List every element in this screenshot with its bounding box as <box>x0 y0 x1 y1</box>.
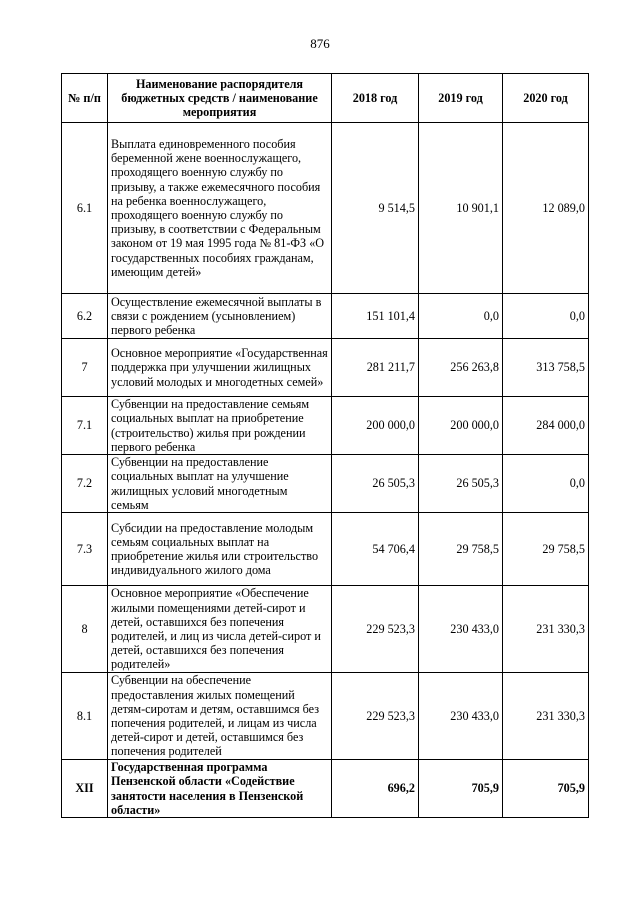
row-num: 6.2 <box>62 294 108 339</box>
row-2018: 200 000,0 <box>332 397 419 455</box>
row-2018: 26 505,3 <box>332 455 419 513</box>
row-num: 8 <box>62 586 108 673</box>
table-header-row <box>62 74 589 123</box>
table-row-program-total <box>62 760 589 818</box>
row-2020: 12 089,0 <box>503 123 589 294</box>
row-2019: 26 505,3 <box>419 455 503 513</box>
row-2020: 284 000,0 <box>503 397 589 455</box>
row-num: 8.1 <box>62 673 108 760</box>
row-2020: 705,9 <box>503 760 589 818</box>
header-name: Наименование распорядителя бюджетных средств / наименование мероприятия <box>108 74 332 123</box>
table-row <box>62 513 589 586</box>
row-2020: 0,0 <box>503 294 589 339</box>
table-row <box>62 455 589 513</box>
row-2019: 230 433,0 <box>419 586 503 673</box>
row-num: 7.2 <box>62 455 108 513</box>
row-2019: 29 758,5 <box>419 513 503 586</box>
row-name: Субвенции на обеспечение предоставления жилых помещений детям-сиротам и детям, оставшимся без попечения родителей, и лицам из числа детей-сирот и детей, оставшимся без попечения родителей <box>108 673 332 760</box>
row-2020: 313 758,5 <box>503 339 589 397</box>
row-num: XII <box>62 760 108 818</box>
row-2018: 9 514,5 <box>332 123 419 294</box>
page-number: 876 <box>310 36 330 51</box>
table-row <box>62 673 589 760</box>
row-num: 7.3 <box>62 513 108 586</box>
row-2018: 229 523,3 <box>332 586 419 673</box>
row-2019: 200 000,0 <box>419 397 503 455</box>
row-num: 7.1 <box>62 397 108 455</box>
budget-table <box>61 73 589 818</box>
row-name: Осуществление ежемесячной выплаты в связи с рождением (усыновлением) первого ребенка <box>108 294 332 339</box>
row-name: Государственная программа Пензенской области «Содействие занятости населения в Пензенской области» <box>108 760 332 818</box>
row-name: Субсидии на предоставление молодым семьям социальных выплат на приобретение жилья или строительство индивидуального жилого дома <box>108 513 332 586</box>
row-2018: 281 211,7 <box>332 339 419 397</box>
table-row <box>62 294 589 339</box>
row-name: Выплата единовременного пособия беременной жене военнослужащего, проходящего военную службу по призыву, а также ежемесячного пособия на ребенка военнослужащего, проходящего военную службу по призыву, в соответствии с Федеральным законом от 19 мая 1995 года № 81-ФЗ «О государственных пособиях гражданам, имеющим детей» <box>108 123 332 294</box>
row-2020: 231 330,3 <box>503 586 589 673</box>
row-2019: 10 901,1 <box>419 123 503 294</box>
row-2018: 54 706,4 <box>332 513 419 586</box>
row-2018: 696,2 <box>332 760 419 818</box>
row-2019: 230 433,0 <box>419 673 503 760</box>
table-row <box>62 123 589 294</box>
row-name: Основное мероприятие «Обеспечение жилыми помещениями детей-сирот и детей, оставшихся без попечения родителей, и лиц из числа детей-сирот и детей, оставшихся без попечения родителей» <box>108 586 332 673</box>
row-2018: 151 101,4 <box>332 294 419 339</box>
table-row <box>62 586 589 673</box>
row-name: Основное мероприятие «Государственная поддержка при улучшении жилищных условий молодых и многодетных семей» <box>108 339 332 397</box>
row-2020: 0,0 <box>503 455 589 513</box>
header-num: № п/п <box>62 74 108 123</box>
row-2018: 229 523,3 <box>332 673 419 760</box>
row-2019: 0,0 <box>419 294 503 339</box>
row-2020: 29 758,5 <box>503 513 589 586</box>
row-name: Субвенции на предоставление семьям социальных выплат на приобретение (строительство) жилья при рождении первого ребенка <box>108 397 332 455</box>
header-2019: 2019 год <box>419 74 503 123</box>
row-2019: 256 263,8 <box>419 339 503 397</box>
row-num: 6.1 <box>62 123 108 294</box>
row-num: 7 <box>62 339 108 397</box>
row-name: Субвенции на предоставление социальных выплат на улучшение жилищных условий многодетным семьям <box>108 455 332 513</box>
header-2018: 2018 год <box>332 74 419 123</box>
row-2019: 705,9 <box>419 760 503 818</box>
table-row <box>62 339 589 397</box>
header-2020: 2020 год <box>503 74 589 123</box>
row-2020: 231 330,3 <box>503 673 589 760</box>
table-row <box>62 397 589 455</box>
